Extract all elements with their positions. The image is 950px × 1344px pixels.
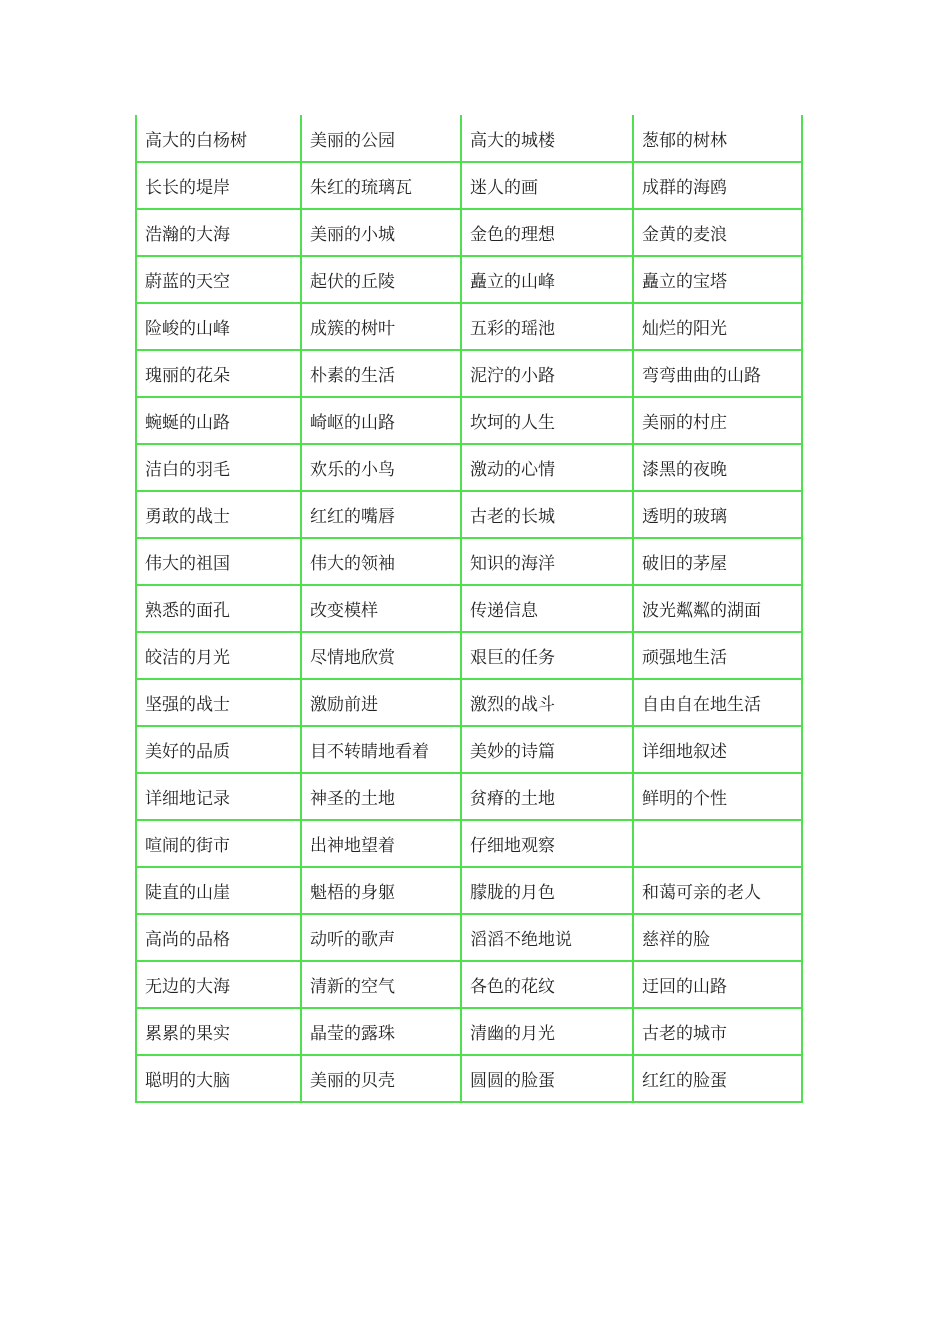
table-cell: 波光粼粼的湖面 bbox=[633, 585, 802, 632]
table-cell: 美丽的公园 bbox=[301, 115, 461, 162]
table-row bbox=[136, 397, 802, 444]
table-row bbox=[136, 820, 802, 867]
table-cell: 神圣的土地 bbox=[301, 773, 461, 820]
table-cell: 无边的大海 bbox=[136, 961, 301, 1008]
table-cell: 传递信息 bbox=[461, 585, 633, 632]
table-cell: 矗立的宝塔 bbox=[633, 256, 802, 303]
table-cell: 透明的玻璃 bbox=[633, 491, 802, 538]
table-cell: 贫瘠的土地 bbox=[461, 773, 633, 820]
table-cell: 激动的心情 bbox=[461, 444, 633, 491]
table-cell: 勇敢的战士 bbox=[136, 491, 301, 538]
table-cell: 蜿蜒的山路 bbox=[136, 397, 301, 444]
table-cell: 动听的歌声 bbox=[301, 914, 461, 961]
table-cell: 鲜明的个性 bbox=[633, 773, 802, 820]
table-cell: 红红的脸蛋 bbox=[633, 1055, 802, 1102]
table-cell: 迂回的山路 bbox=[633, 961, 802, 1008]
table-cell: 魁梧的身躯 bbox=[301, 867, 461, 914]
table-cell: 尽情地欣赏 bbox=[301, 632, 461, 679]
table-cell: 古老的城市 bbox=[633, 1008, 802, 1055]
table-cell: 红红的嘴唇 bbox=[301, 491, 461, 538]
table-cell bbox=[633, 820, 802, 867]
table-cell: 迷人的画 bbox=[461, 162, 633, 209]
table-cell: 慈祥的脸 bbox=[633, 914, 802, 961]
table-cell: 漆黑的夜晚 bbox=[633, 444, 802, 491]
table-cell: 晶莹的露珠 bbox=[301, 1008, 461, 1055]
table-row bbox=[136, 773, 802, 820]
table-cell: 灿烂的阳光 bbox=[633, 303, 802, 350]
table-cell: 金黄的麦浪 bbox=[633, 209, 802, 256]
table-cell: 坎坷的人生 bbox=[461, 397, 633, 444]
table-row bbox=[136, 679, 802, 726]
table-cell: 弯弯曲曲的山路 bbox=[633, 350, 802, 397]
table-row bbox=[136, 350, 802, 397]
table-cell: 瑰丽的花朵 bbox=[136, 350, 301, 397]
table-cell: 各色的花纹 bbox=[461, 961, 633, 1008]
table-cell: 清幽的月光 bbox=[461, 1008, 633, 1055]
table-cell: 险峻的山峰 bbox=[136, 303, 301, 350]
table-cell: 自由自在地生活 bbox=[633, 679, 802, 726]
table-cell: 欢乐的小鸟 bbox=[301, 444, 461, 491]
table-cell: 激励前进 bbox=[301, 679, 461, 726]
table-row bbox=[136, 491, 802, 538]
table-cell: 仔细地观察 bbox=[461, 820, 633, 867]
table-cell: 浩瀚的大海 bbox=[136, 209, 301, 256]
table-row bbox=[136, 585, 802, 632]
table-cell: 泥泞的小路 bbox=[461, 350, 633, 397]
table-cell: 高大的城楼 bbox=[461, 115, 633, 162]
table-cell: 长长的堤岸 bbox=[136, 162, 301, 209]
table-cell: 喧闹的街市 bbox=[136, 820, 301, 867]
table-row bbox=[136, 1008, 802, 1055]
table-cell: 改变模样 bbox=[301, 585, 461, 632]
table-cell: 金色的理想 bbox=[461, 209, 633, 256]
table-cell: 洁白的羽毛 bbox=[136, 444, 301, 491]
table-row bbox=[136, 256, 802, 303]
table-cell: 滔滔不绝地说 bbox=[461, 914, 633, 961]
table-cell: 知识的海洋 bbox=[461, 538, 633, 585]
table-row bbox=[136, 961, 802, 1008]
table-cell: 葱郁的树林 bbox=[633, 115, 802, 162]
table-cell: 朴素的生活 bbox=[301, 350, 461, 397]
phrase-table-body bbox=[136, 115, 802, 1102]
table-cell: 朱红的琉璃瓦 bbox=[301, 162, 461, 209]
phrase-table bbox=[135, 115, 803, 1103]
table-cell: 出神地望着 bbox=[301, 820, 461, 867]
table-cell: 美丽的小城 bbox=[301, 209, 461, 256]
table-cell: 伟大的领袖 bbox=[301, 538, 461, 585]
table-cell: 坚强的战士 bbox=[136, 679, 301, 726]
table-cell: 艰巨的任务 bbox=[461, 632, 633, 679]
table-row bbox=[136, 115, 802, 162]
table-row bbox=[136, 632, 802, 679]
table-cell: 详细地叙述 bbox=[633, 726, 802, 773]
table-cell: 聪明的大脑 bbox=[136, 1055, 301, 1102]
table-cell: 详细地记录 bbox=[136, 773, 301, 820]
table-row bbox=[136, 162, 802, 209]
table-cell: 熟悉的面孔 bbox=[136, 585, 301, 632]
table-row bbox=[136, 303, 802, 350]
table-cell: 高大的白杨树 bbox=[136, 115, 301, 162]
table-cell: 成群的海鸥 bbox=[633, 162, 802, 209]
table-cell: 陡直的山崖 bbox=[136, 867, 301, 914]
table-cell: 矗立的山峰 bbox=[461, 256, 633, 303]
table-cell: 朦胧的月色 bbox=[461, 867, 633, 914]
table-row bbox=[136, 538, 802, 585]
table-row bbox=[136, 914, 802, 961]
table-row bbox=[136, 867, 802, 914]
table-cell: 蔚蓝的天空 bbox=[136, 256, 301, 303]
table-cell: 累累的果实 bbox=[136, 1008, 301, 1055]
table-cell: 和蔼可亲的老人 bbox=[633, 867, 802, 914]
table-cell: 皎洁的月光 bbox=[136, 632, 301, 679]
table-cell: 伟大的祖国 bbox=[136, 538, 301, 585]
table-cell: 破旧的茅屋 bbox=[633, 538, 802, 585]
table-cell: 激烈的战斗 bbox=[461, 679, 633, 726]
table-cell: 古老的长城 bbox=[461, 491, 633, 538]
table-cell: 美丽的贝壳 bbox=[301, 1055, 461, 1102]
table-cell: 清新的空气 bbox=[301, 961, 461, 1008]
table-cell: 起伏的丘陵 bbox=[301, 256, 461, 303]
table-cell: 成簇的树叶 bbox=[301, 303, 461, 350]
table-cell: 美好的品质 bbox=[136, 726, 301, 773]
table-row bbox=[136, 726, 802, 773]
table-cell: 美丽的村庄 bbox=[633, 397, 802, 444]
table-cell: 目不转睛地看着 bbox=[301, 726, 461, 773]
table-cell: 美妙的诗篇 bbox=[461, 726, 633, 773]
table-row bbox=[136, 209, 802, 256]
table-cell: 圆圆的脸蛋 bbox=[461, 1055, 633, 1102]
table-row bbox=[136, 444, 802, 491]
table-cell: 五彩的瑶池 bbox=[461, 303, 633, 350]
table-row bbox=[136, 1055, 802, 1102]
table-cell: 顽强地生活 bbox=[633, 632, 802, 679]
table-cell: 崎岖的山路 bbox=[301, 397, 461, 444]
table-cell: 高尚的品格 bbox=[136, 914, 301, 961]
